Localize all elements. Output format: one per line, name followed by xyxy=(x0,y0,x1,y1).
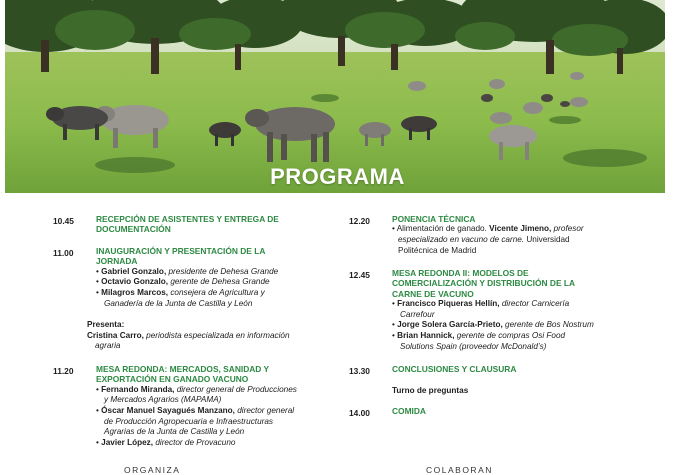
session-reception xyxy=(96,214,336,235)
speaker-line: • Javier López, director de Provacuno xyxy=(96,438,341,449)
speaker-role-continued: Ganadería de la Junta de Castilla y León xyxy=(104,298,253,308)
speaker-role-continued: Carrefour xyxy=(400,309,435,319)
collaborators-label: COLABORAN xyxy=(426,465,493,475)
speaker-line: • Octavio Gonzalo, gerente de Dehesa Grande xyxy=(96,277,336,288)
session-heading: MESA REDONDA: MERCADOS, SANIDAD Y xyxy=(96,364,270,374)
session-heading: JORNADA xyxy=(96,256,138,267)
session-heading: CONCLUSIONES Y CLAUSURA xyxy=(392,364,517,374)
session-heading: EXPORTACIÓN EN GANADO VACUNO xyxy=(96,374,249,385)
speaker-line: • Gabriel Gonzalo, presidente de Dehesa Grande xyxy=(96,267,336,278)
speaker-line: • Milagros Marcos, consejera de Agricultura y xyxy=(96,288,336,299)
time-13-30: 13.30 xyxy=(349,366,370,376)
presenter-block xyxy=(87,320,337,352)
presenter-label: Presenta: xyxy=(87,320,125,329)
time-11-20: 11.20 xyxy=(53,366,74,376)
time-11-00: 11.00 xyxy=(53,248,74,258)
session-heading: RECEPCIÓN DE ASISTENTES Y ENTREGA DE xyxy=(96,214,279,224)
session-conclusions xyxy=(392,364,637,374)
talk-line: • Alimentación de ganado. Vicente Jimeno, profesor xyxy=(392,224,637,235)
speaker-role-continued: Agrarias de la Junta de Castilla y León xyxy=(104,427,245,437)
presenter-line: Cristina Carro, periodista especializada en información xyxy=(87,330,290,340)
time-12-20: 12.20 xyxy=(349,216,370,226)
program-title: PROGRAMA xyxy=(270,164,405,189)
speaker-line: • Brian Hannick, gerente de compras Osi Food xyxy=(392,331,642,342)
speaker-role-continued: de Producción Agropecuaria e Infraestructuras xyxy=(104,416,273,426)
session-lunch xyxy=(392,406,637,416)
talk-line-continued: especializado en vacuno de carne. Universidad xyxy=(398,235,570,244)
time-14-00: 14.00 xyxy=(349,408,370,418)
speaker-line: • Óscar Manuel Sayagués Manzano, director general xyxy=(96,406,341,417)
session-heading: COMIDA xyxy=(392,406,426,416)
session-heading: DOCUMENTACIÓN xyxy=(96,224,171,235)
speaker-role-continued: y Mercados Agrarios (MAPAMA) xyxy=(104,395,222,405)
session-heading: COMERCIALIZACIÓN Y DISTRIBUCIÓN DE LA xyxy=(392,278,576,289)
questions-note: Turno de preguntas xyxy=(392,386,469,395)
speaker-line: • Jorge Solera García-Prieto, gerente de Bos Nostrum xyxy=(392,320,642,331)
session-heading: PONENCIA TÉCNICA xyxy=(392,214,476,224)
session-heading: CARNE DE VACUNO xyxy=(392,288,474,299)
presenter-role-continued: agraria xyxy=(95,341,121,351)
time-12-45: 12.45 xyxy=(349,270,370,280)
session-heading: MESA REDONDA II: MODELOS DE xyxy=(392,268,529,278)
session-inauguration xyxy=(96,246,336,309)
session-roundtable-markets xyxy=(96,364,341,448)
speaker-role-continued: Solutions Spain (proveedor McDonald’s) xyxy=(400,341,547,351)
talk-line-continued: Politécnica de Madrid xyxy=(398,245,477,255)
speaker-line: • Fernando Miranda, director general de Producciones xyxy=(96,385,341,396)
session-technical-talk xyxy=(392,214,637,256)
time-10-45: 10.45 xyxy=(53,216,74,226)
speaker-line: • Francisco Piqueras Hellín, director Carnicería xyxy=(392,299,642,310)
session-heading: INAUGURACIÓN Y PRESENTACIÓN DE LA xyxy=(96,246,266,256)
session-roundtable-commercialization xyxy=(392,268,642,352)
organizer-label: ORGANIZA xyxy=(124,465,181,475)
